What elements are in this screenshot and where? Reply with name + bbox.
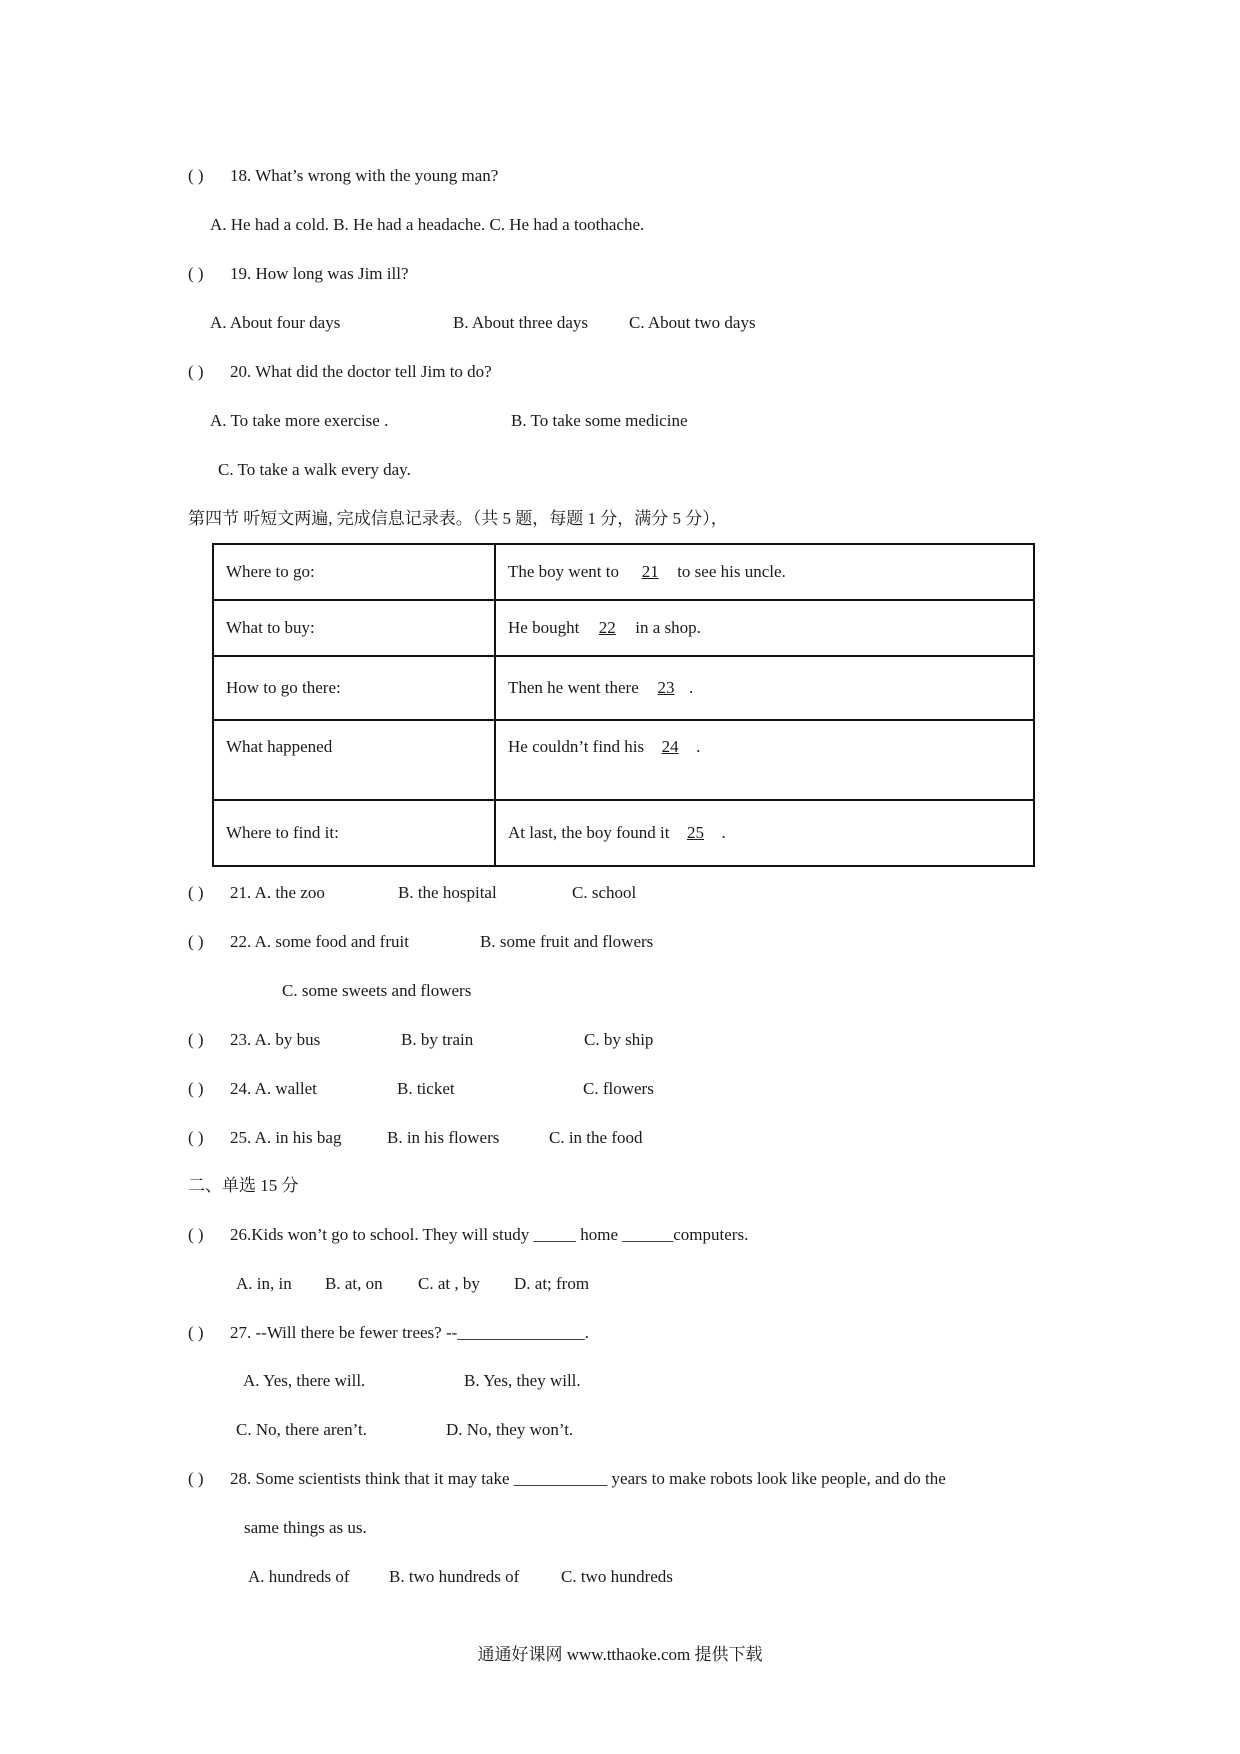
- q22-stem: 22. A. some food and fruit: [230, 932, 409, 951]
- table-label: How to go there:: [213, 656, 495, 720]
- table-content: He couldn’t find his 24 .: [495, 720, 1034, 800]
- q25-stem: 25. A. in his bag: [230, 1128, 342, 1147]
- q26-option-a: A. in, in: [236, 1274, 292, 1293]
- q26-option-c: C. at , by: [418, 1274, 480, 1293]
- q22-line: [188, 931, 409, 953]
- q20-option-b: B. To take some medicine: [511, 411, 688, 430]
- q24-option-b: B. ticket: [397, 1079, 455, 1098]
- q21-option-b: B. the hospital: [398, 883, 497, 902]
- q27-option-d: D. No, they won’t.: [446, 1420, 574, 1439]
- q27-option-c: C. No, there aren’t.: [236, 1420, 367, 1439]
- section-4-title: 第四节 听短文两遍, 完成信息记录表。（共 5 题，每题 1 分，满分 5 分），: [188, 509, 728, 528]
- q27-stem-line: [188, 1322, 589, 1344]
- q21-line: [188, 882, 325, 904]
- q27-option-a: A. Yes, there will.: [243, 1371, 366, 1390]
- q24-stem: 24. A. wallet: [230, 1079, 317, 1098]
- q19-option-b: B. About three days: [453, 313, 589, 332]
- q20-stem: 20. What did the doctor tell Jim to do?: [230, 362, 492, 381]
- q23-option-b: B. by train: [401, 1030, 474, 1049]
- q26-option-b: B. at, on: [325, 1274, 383, 1293]
- q25-option-c: C. in the food: [549, 1128, 643, 1147]
- q21-option-c: C. school: [572, 883, 637, 902]
- q24-option-c: C. flowers: [583, 1079, 654, 1098]
- table-row: [213, 600, 1034, 656]
- q22-option-b: B. some fruit and flowers: [480, 932, 654, 951]
- q28-stem-line: [188, 1468, 946, 1490]
- table-label: Where to go:: [213, 544, 495, 600]
- table-content: The boy went to 21 to see his uncle.: [495, 544, 1034, 600]
- q28-option-a: A. hundreds of: [248, 1567, 350, 1586]
- answer-paren: ( ): [188, 1225, 204, 1244]
- blank-25: 25: [686, 823, 704, 842]
- q28-stem: 28. Some scientists think that it may take ___________ years to make robots look like people, and do the: [230, 1469, 946, 1488]
- q20-option-a: A. To take more exercise .: [210, 411, 389, 430]
- q28-option-b: B. two hundreds of: [389, 1567, 520, 1586]
- q19-option-a: A. About four days: [210, 313, 341, 332]
- blank-24: 24: [661, 737, 679, 756]
- answer-paren: ( ): [188, 932, 204, 951]
- table-row: [213, 544, 1034, 600]
- q18-options: A. He had a cold. B. He had a headache. C. He had a toothache.: [210, 215, 645, 234]
- table-row: [213, 800, 1034, 866]
- q26-stem-line: [188, 1224, 748, 1246]
- answer-paren: ( ): [188, 1323, 204, 1342]
- info-record-table: [212, 543, 1035, 867]
- page-footer: 通通好课网 www.tthaoke.com 提供下载: [477, 1645, 763, 1664]
- blank-21: 21: [641, 562, 659, 581]
- answer-paren: ( ): [188, 883, 204, 902]
- answer-paren: ( ): [188, 362, 204, 381]
- section-2-title: 二、单选 15 分: [188, 1176, 299, 1195]
- q24-line: [188, 1078, 317, 1100]
- answer-paren: ( ): [188, 264, 204, 283]
- q25-option-b: B. in his flowers: [387, 1128, 500, 1147]
- table-content: At last, the boy found it 25 .: [495, 800, 1034, 866]
- table-content: Then he went there 23 .: [495, 656, 1034, 720]
- q27-option-b: B. Yes, they will.: [464, 1371, 581, 1390]
- table-label: What happened: [213, 720, 495, 800]
- q18-stem-line: [188, 165, 498, 187]
- q19-option-c: C. About two days: [629, 313, 756, 332]
- blank-22: 22: [598, 618, 616, 637]
- table-label: Where to find it:: [213, 800, 495, 866]
- q28-stem-cont: same things as us.: [244, 1518, 367, 1537]
- q25-line: [188, 1127, 341, 1149]
- q20-option-c: C. To take a walk every day.: [218, 460, 411, 479]
- q19-stem: 19. How long was Jim ill?: [230, 264, 409, 283]
- answer-paren: ( ): [188, 1079, 204, 1098]
- answer-paren: ( ): [188, 166, 204, 185]
- q22-option-c: C. some sweets and flowers: [282, 981, 472, 1000]
- q23-line: [188, 1029, 320, 1051]
- table-row: [213, 656, 1034, 720]
- table-label: What to buy:: [213, 600, 495, 656]
- q20-stem-line: [188, 361, 492, 383]
- q27-stem: 27. --Will there be fewer trees? --_______________.: [230, 1323, 590, 1342]
- blank-23: 23: [657, 678, 675, 697]
- q26-stem: 26.Kids won’t go to school. They will study _____ home ______computers.: [230, 1225, 749, 1244]
- q23-option-c: C. by ship: [584, 1030, 654, 1049]
- q26-option-d: D. at; from: [514, 1274, 590, 1293]
- table-row: [213, 720, 1034, 800]
- answer-paren: ( ): [188, 1128, 204, 1147]
- q23-stem: 23. A. by bus: [230, 1030, 321, 1049]
- q18-stem: 18. What’s wrong with the young man?: [230, 166, 499, 185]
- q21-stem: 21. A. the zoo: [230, 883, 325, 902]
- q28-option-c: C. two hundreds: [561, 1567, 673, 1586]
- answer-paren: ( ): [188, 1469, 204, 1488]
- table-content: He bought 22 in a shop.: [495, 600, 1034, 656]
- answer-paren: ( ): [188, 1030, 204, 1049]
- q19-stem-line: [188, 263, 409, 285]
